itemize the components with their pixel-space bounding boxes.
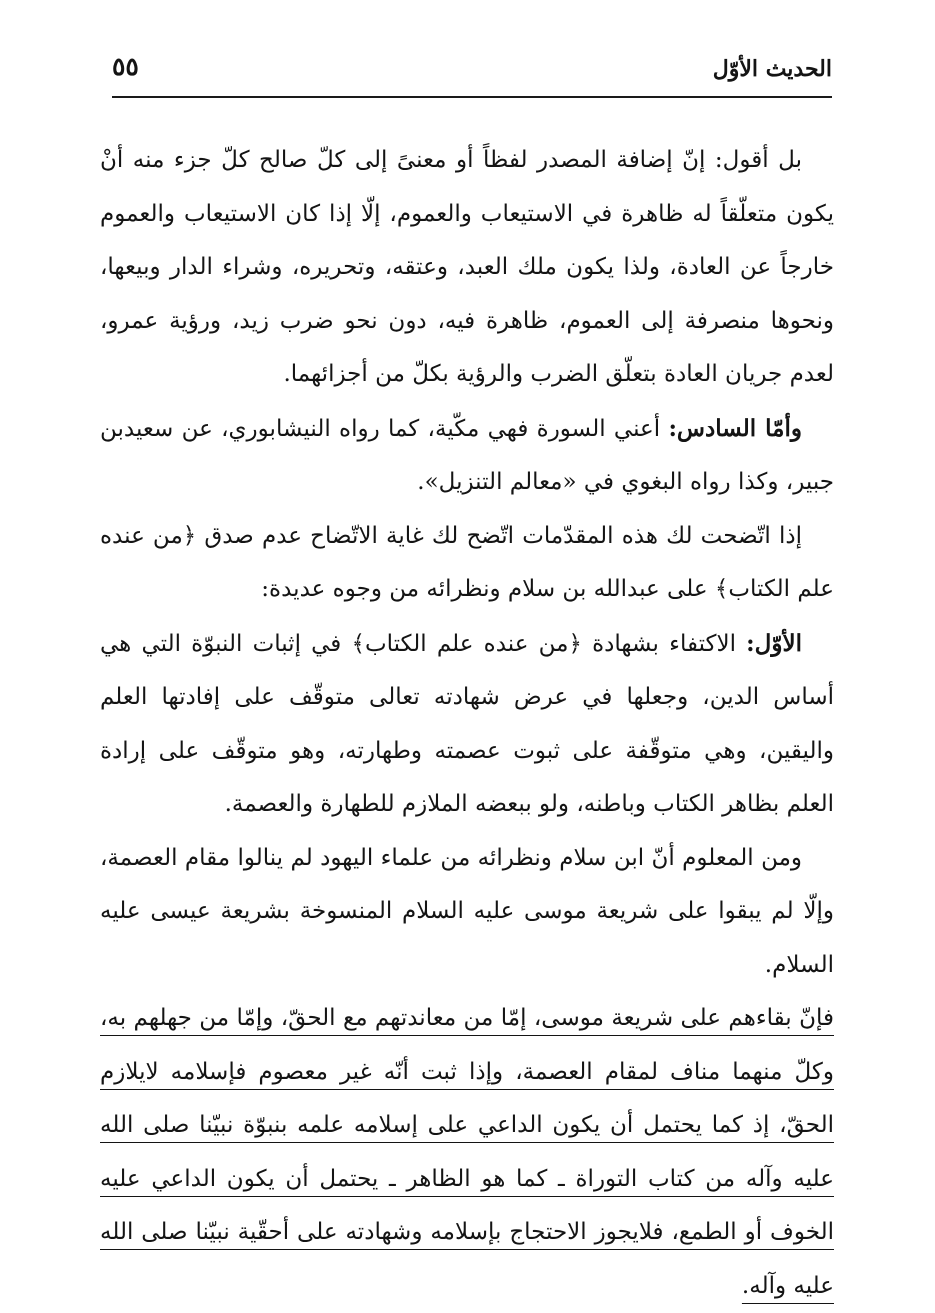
paragraph-5-text: ومن المعلوم أنّ ابن سلام ونظرائه من علماء اليهود لم ينالوا مقام العصمة، وإلّا لم يبقوا على شريعة موسى عليه السلام المنسوخة بشريعة عيسى عليه السلام. [100,844,834,978]
paragraph-3 [100,510,834,617]
paragraph-1 [100,134,834,402]
paragraph-5 [100,832,834,993]
running-title: الحديث الأوّل [712,56,832,82]
paragraph-6-text: فإنّ بقاءهم على شريعة موسى، إمّا من معاندتهم مع الحقّ، وإمّا من جهلهم به، وكلّ منهما مناف لمقام العصمة، وإذا ثبت أنّه غير معصوم فإسلامه لايلازم الحقّ، إذ كما يحتمل أن يكون الداعي على إسلامه علمه بنبوّة نبيّنا صلى الله عليه وآله من كتاب التوراة ـ كما هو الظاهر ـ يحتمل أن يكون الداعي عليه الخوف أو الطمع، فلايجوز الاحتجاج بإسلامه وشهادته على أحقّية نبيّنا صلى الله عليه وآله. [100,1005,834,1299]
paragraph-4-text: الاكتفاء بشهادة ﴿من عنده علم الكتاب﴾ في إثبات النبوّة التي هي أساس الدين، وجعلها في عرض شهادته تعالى متوقّف على إفادتها العلم واليقين، وهي متوقّفة على ثبوت عصمته وطهارته، وهو متوقّف على إرادة العلم بظاهر الكتاب وباطنه، ولو ببعضه الملازم للطهارة والعصمة. [100,630,834,817]
paragraph-4-lead: الأوّل: [746,629,802,657]
paragraph-1-text: بل أقول: إنّ إضافة المصدر لفظاً أو معنىً إلى كلّ صالح كلّ جزء منه أنْ يكون متعلّقاً له ظاهرة في الاستيعاب والعموم، إلّا إذا كان الاستيعاب والعموم خارجاً عن العادة، ولذا يكون ملك العبد، وعتقه، وتحريره، وشراء الدار وبيعها، ونحوها منصرفة إلى العموم، ظاهرة فيه، دون نحو ضرب زيد، ورؤية عمرو، لعدم جريان العادة بتعلّق الضرب والرؤية بكلّ من أجزائهما. [100,147,834,387]
paragraph-2-text: أعني السورة فهي مكّية، كما رواه النيشابوري، عن سعيدبن جبير، وكذا رواه البغوي في «معالم التنزيل». [100,415,834,495]
paragraph-2 [100,402,834,510]
paragraph-4 [100,617,834,832]
paragraph-6 [100,992,834,1313]
paragraph-2-lead: وأمّا السادس: [668,414,802,442]
paragraph-3-text: إذا اتّضحت لك هذه المقدّمات اتّضح لك غاية الاتّضاح عدم صدق ﴿من عنده علم الكتاب﴾ على عبدالله بن سلام ونظرائه من وجوه عديدة: [100,522,834,602]
header-divider [112,96,832,98]
body-text [100,134,834,1313]
page-number: ٥٥ [112,52,139,81]
page-header [112,52,832,92]
